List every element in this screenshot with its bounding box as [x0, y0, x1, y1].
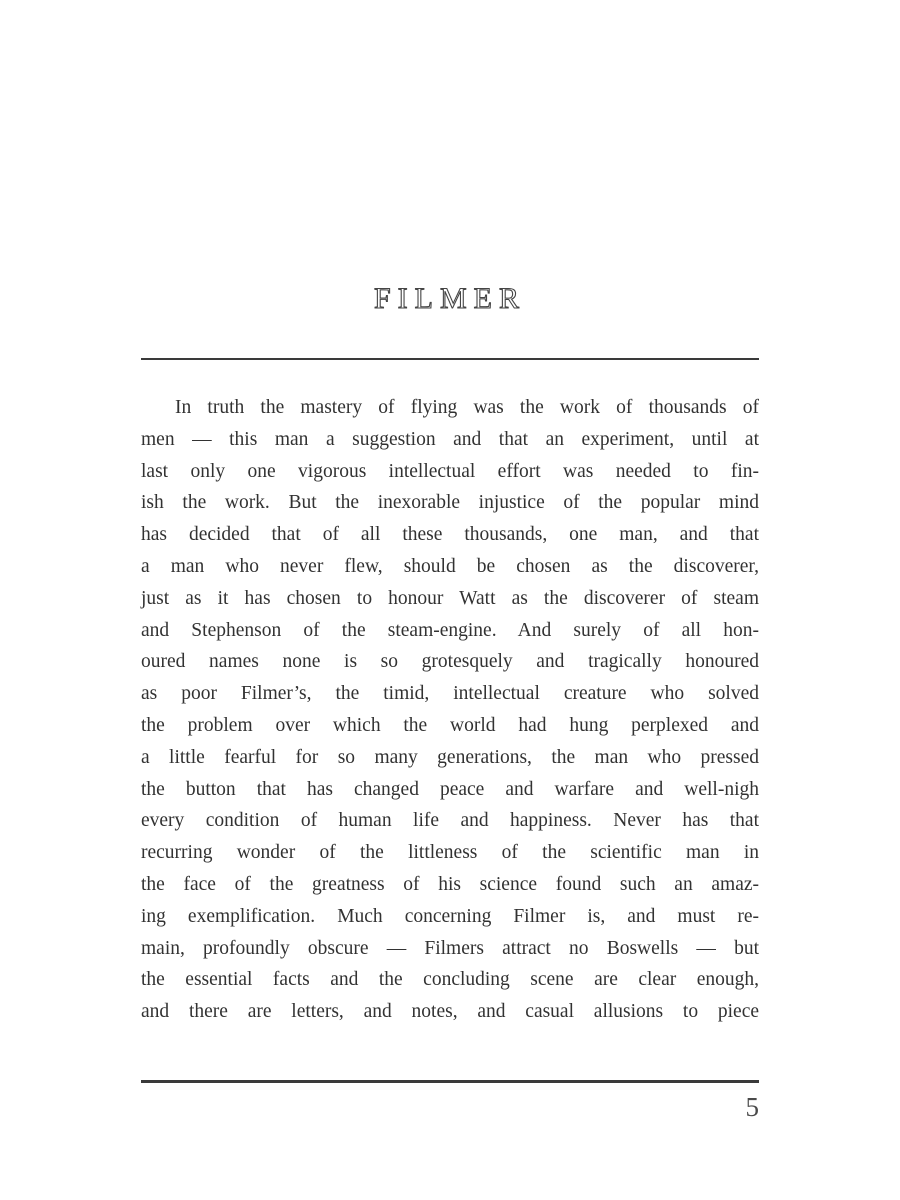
text-line: main, profoundly obscure — Filmers attract no Boswells — but [141, 937, 759, 959]
text-line: has decided that of all these thousands, one man, and that [141, 524, 759, 546]
page-number: 5 [745, 1092, 759, 1122]
text-line: oured names none is so grotesquely and tragically honoured [141, 651, 759, 673]
text-line: and Stephenson of the steam-engine. And surely of all hon- [141, 619, 759, 641]
text-line: the button that has changed peace and warfare and well-nigh [141, 778, 759, 800]
text-line: In truth the mastery of flying was the work of thousands of [175, 397, 759, 418]
text-line: as poor Filmer’s, the timid, intellectual creature who solved [141, 683, 759, 705]
text-line: recurring wonder of the littleness of the scientific man in [141, 842, 759, 864]
body-paragraph [141, 392, 759, 1028]
text-line: the essential facts and the concluding scene are clear enough, [141, 969, 759, 991]
text-line: every condition of human life and happiness. Never has that [141, 810, 759, 832]
page-title: FILMER [373, 282, 527, 315]
text-line: last only one vigorous intellectual effort was needed to fin- [141, 460, 759, 482]
text-line: ing exemplification. Much concerning Filmer is, and must re- [141, 905, 759, 927]
bottom-rule [141, 1080, 759, 1083]
top-rule [141, 358, 759, 360]
chapter-title-container [0, 258, 900, 322]
text-line: a man who never flew, should be chosen as the discoverer, [141, 555, 759, 577]
text-line: the problem over which the world had hung perplexed and [141, 714, 759, 736]
text-line: a little fearful for so many generations, the man who pressed [141, 746, 759, 768]
text-line: ish the work. But the inexorable injustice of the popular mind [141, 492, 759, 514]
text-line: men — this man a suggestion and that an experiment, until at [141, 428, 759, 450]
text-line: and there are letters, and notes, and casual allusions to piece [141, 1001, 759, 1023]
text-line: just as it has chosen to honour Watt as the discoverer of steam [141, 587, 759, 609]
text-line: the face of the greatness of his science found such an amaz- [141, 873, 759, 895]
